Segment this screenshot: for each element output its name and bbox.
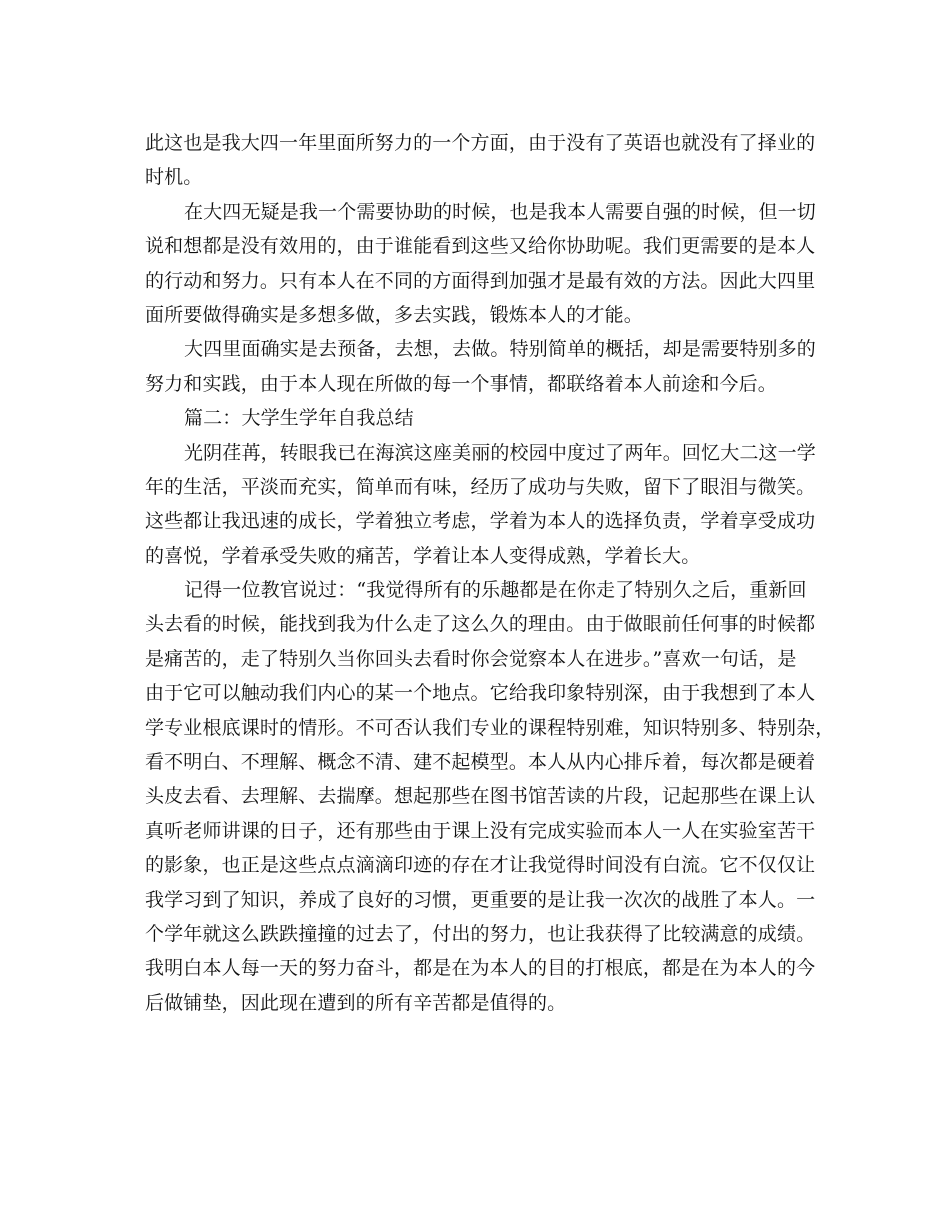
text-line: 后做铺垫，因此现在遭到的所有辛苦都是值得的。 [145,991,567,1014]
text-line: 头去看的时候，能找到我为什么走了这么久的理由。由于做眼前任何事的时候都 [145,613,816,636]
text-line: 真听老师讲课的日子，还有那些由于课上没有完成实验而本人一人在实验室苦干 [145,819,816,842]
text-line: 由于它可以触动我们内心的某一个地点。它给我印象特别深，由于我想到了本人 [145,682,816,705]
text-line: 的喜悦，学着承受失败的痛苦，学着让本人变得成熟，学着长大。 [145,544,701,567]
text-line: 学专业根底课时的情形。不可否认我们专业的课程特别难，知识特别多、特别杂， [145,716,835,739]
text-line: 时机。 [145,166,203,189]
text-line: 我明白本人每一天的努力奋斗，都是在为本人的目的打根底，都是在为本人的今 [145,957,816,980]
text-line: 这些都让我迅速的成长，学着独立考虑，学着为本人的选择负责，学着享受成功 [145,510,816,533]
text-line: 看不明白、不理解、概念不清、建不起模型。本人从内心排斥着，每次都是硬着 [145,751,816,774]
section-heading: 篇二：大学生学年自我总结 [184,407,414,430]
text-line: 面所要做得确实是多想多做，多去实践，锻炼本人的才能。 [145,303,643,326]
text-line: 头皮去看、去理解、去揣摩。想起那些在图书馆苦读的片段，记起那些在课上认 [145,785,816,808]
text-line: 个学年就这么跌跌撞撞的过去了，付出的努力，也让我获得了比较满意的成绩。 [145,922,816,945]
paragraph-first-line: 大四里面确实是去预备，去想，去做。特别简单的概括，却是需要特别多的 [184,338,816,361]
text-line: 努力和实践，由于本人现在所做的每一个事情，都联络着本人前途和今后。 [145,372,777,395]
paragraph-first-line: 记得一位教官说过：“我觉得所有的乐趣都是在你走了特别久之后，重新回 [184,579,807,602]
text-line: 是痛苦的，走了特别久当你回头去看时你会觉察本人在进步。”喜欢一句话，是 [145,647,797,670]
text-line: 说和想都是没有效用的，由于谁能看到这些又给你协助呢。我们更需要的是本人 [145,235,816,258]
paragraph-first-line: 在大四无疑是我一个需要协助的时候，也是我本人需要自强的时候，但一切 [184,200,816,223]
text-line: 我学习到了知识，养成了良好的习惯，更重要的是让我一次次的战胜了本人。一 [145,888,816,911]
text-line: 年的生活，平淡而充实，简单而有味，经历了成功与失败，留下了眼泪与微笑。 [145,475,816,498]
paragraph-first-line: 光阴荏苒，转眼我已在海滨这座美丽的校园中度过了两年。回忆大二这一学 [184,441,816,464]
text-line: 此这也是我大四一年里面所努力的一个方面，由于没有了英语也就没有了择业的 [145,132,816,154]
text-line: 的行动和努力。只有本人在不同的方面得到加强才是最有效的方法。因此大四里 [145,269,816,292]
document-body [145,126,835,1020]
text-line: 的影象，也正是这些点点滴滴印迹的存在才让我觉得时间没有白流。它不仅仅让 [145,854,816,877]
